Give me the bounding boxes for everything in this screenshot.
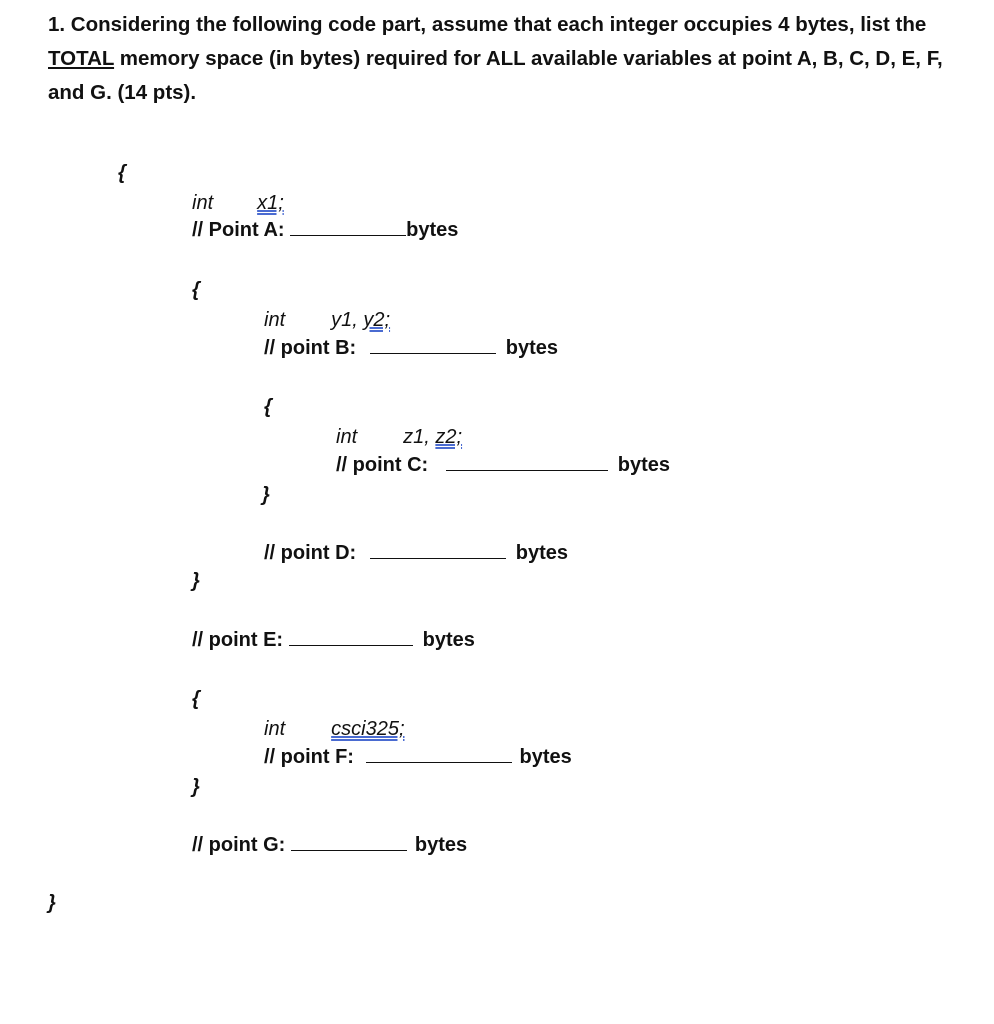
point-f-label: // point F: [264, 746, 354, 768]
point-a-unit: bytes [406, 219, 459, 241]
point-d-label: // point D: [264, 542, 357, 564]
block4-open-brace: { [192, 688, 200, 710]
point-f-unit: bytes [519, 746, 572, 768]
point-a-blank[interactable] [290, 219, 406, 236]
y1-var: y1, [331, 309, 364, 331]
point-a-label: // Point A: [192, 219, 285, 241]
int-keyword: int [264, 309, 286, 331]
point-c-row [336, 454, 670, 477]
int-keyword: int [336, 426, 358, 448]
question-line-1: 1. Considering the following code part, assume that each integer occupies 4 bytes, list the [48, 13, 927, 36]
point-c-label: // point C: [336, 454, 429, 476]
block3-close-brace: } [262, 484, 270, 506]
block3-open-brace: { [264, 396, 272, 418]
y2-var: y2; [363, 309, 391, 331]
block2-open-brace: { [192, 279, 200, 301]
outer-open-brace: { [118, 162, 126, 184]
csci-decl [264, 718, 405, 741]
outer-close-brace: } [48, 892, 56, 914]
block4-close-brace: } [192, 776, 200, 798]
point-b-blank[interactable] [370, 337, 496, 354]
y-decl [264, 309, 390, 332]
point-g-label: // point G: [192, 834, 286, 856]
point-a-row [192, 219, 458, 242]
point-d-unit: bytes [515, 542, 569, 564]
point-f-blank[interactable] [366, 746, 512, 763]
z1-var: z1, [403, 426, 436, 448]
x1-var: x1; [257, 192, 284, 214]
point-f-row [264, 746, 572, 769]
point-b-label: // point B: [264, 337, 357, 359]
int-keyword: int [192, 192, 214, 214]
z2-var: z2; [435, 426, 463, 448]
point-g-row [192, 834, 467, 857]
question-line-2 [48, 42, 968, 76]
point-c-unit: bytes [617, 454, 671, 476]
point-e-blank[interactable] [289, 629, 413, 646]
point-d-row [264, 542, 568, 565]
block2-close-brace: } [192, 570, 200, 592]
total-emphasis: TOTAL [48, 47, 115, 70]
point-g-blank[interactable] [291, 834, 407, 851]
point-e-label: // point E: [192, 629, 284, 651]
point-g-unit: bytes [414, 834, 468, 856]
z-decl [336, 426, 462, 449]
x1-decl [192, 192, 284, 215]
point-e-unit: bytes [422, 629, 475, 651]
question-text [48, 8, 968, 110]
point-b-unit: bytes [505, 337, 559, 359]
point-c-blank[interactable] [446, 454, 608, 471]
csci325-var: csci325; [331, 718, 405, 740]
point-b-row [264, 337, 558, 360]
int-keyword: int [264, 718, 286, 740]
point-e-row [192, 629, 475, 652]
question-line-2-rest: memory space (in bytes) required for ALL available variables at point A, B, C, D, E, F, [114, 47, 943, 70]
point-d-blank[interactable] [370, 542, 506, 559]
question-line-3: and G. (14 pts). [48, 81, 197, 104]
